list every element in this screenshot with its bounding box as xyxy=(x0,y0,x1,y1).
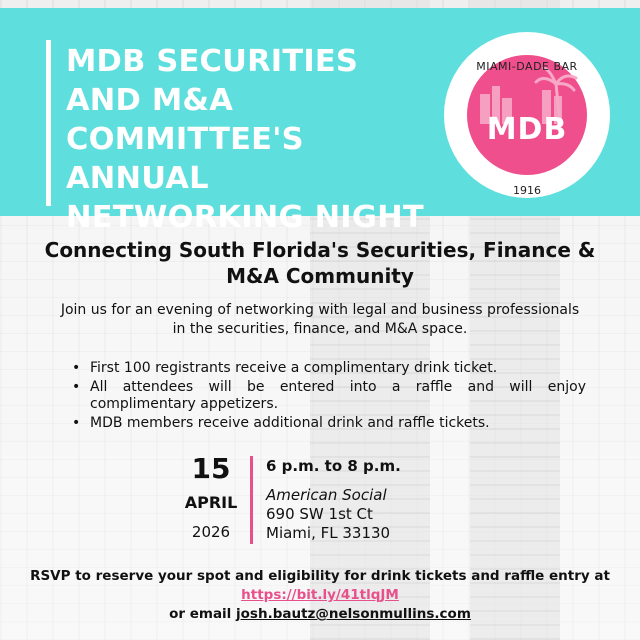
event-details xyxy=(266,456,526,543)
rsvp-section xyxy=(30,567,610,624)
title-accent-bar xyxy=(46,40,51,206)
event-venue: American Social xyxy=(266,486,387,504)
rsvp-link[interactable]: https://bit.ly/41tlqJM xyxy=(241,587,399,603)
event-time: 6 p.m. to 8 p.m. xyxy=(266,457,401,475)
header-banner xyxy=(0,8,640,235)
date-month: APRIL xyxy=(184,493,238,512)
event-title: MDB SECURITIES AND M&A COMMITTEE'S ANNUAL NETWORKING NIGHT xyxy=(66,44,424,235)
rsvp-email-link[interactable]: josh.bautz@nelsonmullins.com xyxy=(236,606,471,622)
date-day: 15 xyxy=(191,452,231,485)
rsvp-email-prefix: or email xyxy=(169,606,237,622)
address-line-2: Miami, FL 33130 xyxy=(266,524,391,542)
logo-year: 1916 xyxy=(513,184,541,197)
rsvp-text: RSVP to reserve your spot and eligibility for drink tickets and raffle entry at xyxy=(30,568,610,584)
date-year: 2026 xyxy=(191,523,231,541)
list-item: • All attendees will be entered into a raffle and will enjoy complimentary appetizers. xyxy=(72,379,586,413)
perks-list xyxy=(72,360,586,434)
logo-mark: MDB xyxy=(486,112,568,147)
list-item: • MDB members receive additional drink and raffle tickets. xyxy=(72,415,586,432)
event-date xyxy=(168,452,254,542)
event-subtitle: Connecting South Florida's Securities, Finance & M&A Community xyxy=(44,238,596,288)
intro-paragraph: Join us for an evening of networking with legal and business professionals in the securities, finance, and M&A space. xyxy=(60,302,580,337)
list-item: • First 100 registrants receive a complimentary drink ticket. xyxy=(72,360,586,377)
date-divider xyxy=(250,456,253,544)
address-line-1: 690 SW 1st Ct xyxy=(266,505,373,523)
logo-org-name: MIAMI-DADE BAR xyxy=(476,60,578,73)
miami-dade-bar-logo xyxy=(444,32,610,198)
